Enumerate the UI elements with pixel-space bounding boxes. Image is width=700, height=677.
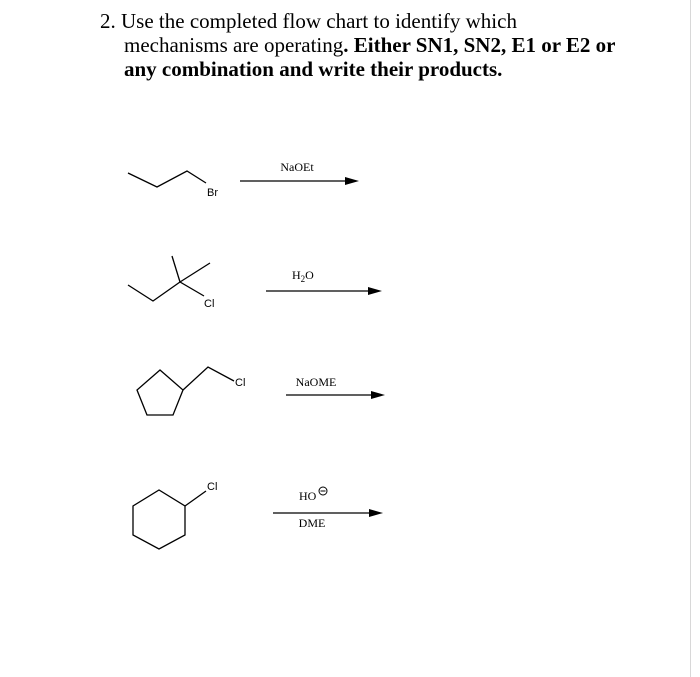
question-line-2-plain: mechanisms are operating (124, 33, 344, 57)
question-line-3-bold: any combination and write their products. (124, 57, 503, 81)
reagent-2-h: H (292, 268, 301, 282)
substrate-2-chain (128, 282, 204, 301)
substrate-4-ring (133, 490, 185, 549)
reaction-arrow-2-head (368, 287, 382, 295)
reagent-2-subscript: 2 (300, 274, 306, 284)
substrate-1-bonds (128, 171, 206, 187)
reagent-2-label (292, 268, 314, 284)
reagent-1-label: NaOEt (280, 160, 314, 174)
reaction-arrow-1-head (345, 177, 359, 185)
page-right-edge (690, 0, 691, 677)
question-line-2-bold: . Either SN1, SN2, E1 or E2 or (343, 33, 616, 57)
substrate-2-methyl-b (180, 263, 210, 282)
substrate-3-side-chain (183, 367, 234, 390)
question-number: 2. (100, 9, 116, 33)
reagent-4-below: DME (298, 516, 326, 530)
substrate-4-structure (133, 481, 217, 549)
reagent-2-o: O (305, 268, 314, 282)
hydroxide-negative-charge-icon (319, 487, 327, 495)
substrate-2-methyl-a (172, 256, 180, 282)
substrate-1-leaving-group: Br (207, 187, 218, 199)
question-line-1: Use the completed flow chart to identify which (121, 9, 517, 33)
substrate-2-structure (128, 256, 214, 310)
reaction-1 (128, 160, 359, 199)
reaction-arrow-3-head (371, 391, 385, 399)
substrate-4-leaving-group: Cl (207, 481, 218, 493)
reaction-2 (128, 256, 382, 310)
reaction-arrow-4-head (369, 509, 383, 517)
substrate-4-c-cl-bond (185, 491, 206, 506)
reagent-3-label: NaOME (295, 375, 337, 389)
reagent-4-above: HO (299, 489, 317, 503)
reaction-4 (133, 481, 383, 549)
substrate-1-structure (128, 171, 218, 199)
substrate-3-ring (137, 370, 183, 415)
reaction-3 (137, 367, 385, 415)
substrate-3-structure (137, 367, 245, 415)
substrate-2-leaving-group: Cl (204, 298, 215, 310)
substrate-3-leaving-group: Cl (235, 377, 246, 389)
